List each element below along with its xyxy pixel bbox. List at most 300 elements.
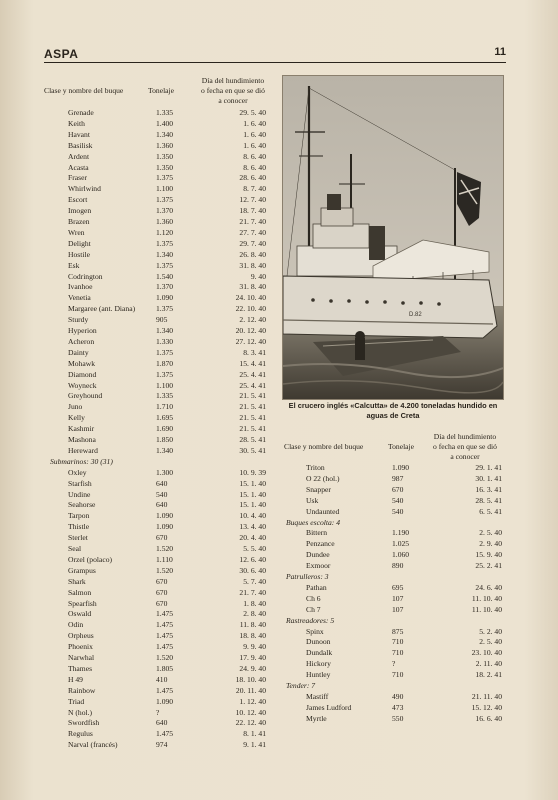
ship-name: Starfish — [68, 478, 92, 488]
tonnage: 1.400 — [156, 118, 174, 128]
ship-name: Escort — [68, 195, 88, 205]
tonnage: 1.375 — [156, 347, 174, 357]
sinking-date: 28. 5. 41 — [475, 495, 502, 505]
sinking-date: 28. 5. 41 — [239, 435, 266, 444]
sinking-date: 20. 11. 40 — [235, 685, 266, 695]
table-row — [44, 380, 274, 391]
tonnage: 710 — [392, 648, 404, 658]
table-row — [44, 489, 274, 500]
tonnage: 1.695 — [156, 413, 174, 423]
sinking-date: 25. 4. 41 — [239, 369, 266, 379]
table-row — [284, 669, 506, 680]
tonnage: 1.190 — [392, 528, 410, 538]
ship-name: Mashona — [68, 435, 96, 444]
tonnage: 1.025 — [392, 539, 410, 549]
sinking-date: 21. 11. 40 — [471, 691, 502, 701]
ship-name: O 22 (hol.) — [306, 473, 340, 483]
ship-name: Dunoon — [306, 637, 331, 647]
tonnage: 1.340 — [156, 129, 174, 139]
ship-name: Diamond — [68, 369, 97, 379]
table-row — [44, 521, 274, 532]
table-row — [44, 238, 274, 249]
table-row — [284, 702, 506, 713]
tonnage: 974 — [156, 740, 168, 750]
table-row — [284, 527, 506, 538]
sinking-date: 31. 8. 40 — [239, 282, 266, 292]
sinking-date: 22. 10. 40 — [235, 304, 266, 314]
table-row — [284, 506, 506, 517]
header-tonnage: Tonelaje — [148, 86, 175, 95]
table-row — [44, 172, 274, 183]
sinking-date: 21. 5. 41 — [239, 402, 266, 412]
tonnage: 1.370 — [156, 206, 174, 216]
sinking-date: 5. 7. 40 — [243, 576, 266, 586]
ship-name: Codrington — [68, 271, 103, 281]
table-row — [44, 739, 274, 750]
sinking-date: 2. 8. 40 — [243, 609, 266, 619]
section-label: Tender: 7 — [286, 681, 316, 690]
ship-name: Greyhound — [68, 391, 103, 401]
sinking-date: 30. 5. 41 — [239, 445, 266, 455]
sinking-date: 1. 12. 40 — [239, 696, 266, 706]
table-row — [44, 619, 274, 630]
tonnage: 710 — [392, 637, 404, 647]
ship-name: Myrtle — [306, 713, 327, 723]
sinking-date: 15. 12. 40 — [471, 702, 502, 712]
sinking-date: 18. 7. 40 — [239, 206, 266, 216]
table-row — [284, 593, 506, 604]
tonnage: 1.090 — [156, 696, 174, 706]
sinking-date: 21. 7. 40 — [239, 217, 266, 226]
right-ship-table — [284, 462, 506, 722]
table-row — [284, 691, 506, 702]
table-row — [284, 604, 506, 615]
tonnage: 905 — [156, 315, 168, 325]
table-row — [44, 467, 274, 478]
table-row — [44, 303, 274, 314]
table-row — [44, 554, 274, 565]
table-row — [44, 194, 274, 205]
cruiser-calcutta-image — [283, 76, 503, 399]
tonnage: 1.475 — [156, 729, 174, 739]
ship-name: Esk — [68, 260, 80, 270]
ship-name: Shark — [68, 576, 86, 586]
tonnage: 1.805 — [156, 663, 174, 673]
table-row — [44, 717, 274, 728]
tonnage: 1.335 — [156, 391, 174, 401]
sinking-date: 21. 5. 41 — [239, 391, 266, 401]
ship-name: Orpheus — [68, 631, 94, 641]
sinking-date: 5. 5. 40 — [243, 544, 266, 553]
tonnage: 540 — [392, 506, 404, 516]
table-row — [44, 587, 274, 598]
tonnage: 550 — [392, 713, 404, 723]
ship-name: Margaree (ant. Diana) — [68, 304, 136, 314]
table-row — [44, 271, 274, 282]
section-label: Patrulleros: 3 — [286, 572, 329, 581]
sinking-date: 5. 2. 40 — [479, 626, 502, 636]
sinking-date: 9. 9. 40 — [243, 642, 266, 652]
table-row — [284, 473, 506, 484]
header-date-line3: a conocer — [450, 452, 480, 461]
left-ship-table — [44, 107, 274, 750]
tonnage: 1.300 — [156, 467, 174, 477]
table-row — [44, 510, 274, 521]
sinking-date: 6. 5. 41 — [479, 506, 502, 516]
tonnage: 1.090 — [156, 293, 174, 303]
section-heading — [284, 517, 506, 528]
sinking-date: 24. 10. 40 — [235, 293, 266, 303]
table-row — [44, 423, 274, 434]
tonnage: 1.375 — [156, 369, 174, 379]
tonnage: 1.690 — [156, 424, 174, 434]
table-row — [44, 576, 274, 587]
tonnage: 1.340 — [156, 326, 174, 335]
section-heading — [284, 615, 506, 626]
table-row — [44, 140, 274, 151]
table-row — [44, 227, 274, 238]
ship-name: Ch 7 — [306, 604, 321, 614]
sinking-date: 29. 7. 40 — [239, 238, 266, 248]
sinking-date: 1. 6. 40 — [243, 129, 266, 139]
ship-name: Penzance — [306, 539, 335, 549]
table-row — [44, 445, 274, 456]
tonnage: 670 — [156, 533, 168, 543]
ship-name: Dainty — [68, 347, 89, 357]
ship-name: Basilisk — [68, 140, 93, 150]
tonnage: 410 — [156, 674, 168, 684]
tonnage: 1.330 — [156, 336, 174, 346]
ship-name: Grenade — [68, 108, 94, 117]
ship-name: Orzel (polaco) — [68, 554, 113, 564]
ship-name: Keith — [68, 118, 85, 128]
sinking-date: 29. 5. 40 — [239, 108, 266, 117]
ship-name: Havant — [68, 129, 90, 139]
sinking-date: 8. 3. 41 — [243, 347, 266, 357]
tonnage: 875 — [392, 626, 404, 636]
header-tonnage: Tonelaje — [388, 442, 415, 451]
section-heading — [44, 456, 274, 467]
photo-caption: El crucero inglés «Calcutta» de 4.200 toneladas hundido en aguas de Creta — [288, 401, 498, 420]
ship-name: Tarpon — [68, 511, 90, 521]
sinking-date: 16. 6. 40 — [475, 713, 502, 723]
tonnage: ? — [392, 659, 396, 669]
table-row — [284, 462, 506, 473]
table-row — [44, 499, 274, 510]
tonnage: 1.375 — [156, 195, 174, 205]
tonnage: 987 — [392, 473, 404, 483]
ship-name: Ardent — [68, 151, 90, 161]
ship-photo — [282, 75, 504, 400]
tonnage: 473 — [392, 702, 404, 712]
ship-name: Ch 6 — [306, 593, 321, 603]
tonnage: 1.375 — [156, 260, 174, 270]
ship-name: Oxley — [68, 467, 87, 477]
page-header — [44, 46, 506, 63]
tonnage: 1.540 — [156, 271, 174, 281]
sinking-date: 10. 12. 40 — [235, 707, 266, 717]
ship-name: Wren — [68, 227, 85, 237]
sinking-date: 21. 5. 41 — [239, 424, 266, 434]
section-label: Buques escolta: 4 — [286, 517, 340, 527]
table-row — [44, 118, 274, 129]
table-row — [44, 162, 274, 173]
tonnage: 1.520 — [156, 565, 174, 575]
header-date-line3: a conocer — [218, 96, 248, 105]
ship-name: Seal — [68, 544, 82, 553]
sinking-date: 18. 2. 41 — [475, 670, 502, 680]
sinking-date: 9. 1. 41 — [243, 740, 266, 750]
ship-name: Seahorse — [68, 500, 96, 510]
tonnage: 640 — [156, 478, 168, 488]
tonnage: 1.335 — [156, 108, 174, 117]
tonnage: 107 — [392, 604, 404, 614]
ship-name: Venetia — [68, 293, 91, 303]
table-row — [44, 608, 274, 619]
left-table-header — [44, 76, 274, 110]
ship-name: Brazen — [68, 217, 90, 226]
sinking-date: 11. 10. 40 — [471, 593, 502, 603]
tonnage: 1.360 — [156, 140, 174, 150]
table-row — [44, 183, 274, 194]
tonnage: 1.475 — [156, 685, 174, 695]
ship-name: Ivanhoe — [68, 282, 93, 292]
ship-name: Sturdy — [68, 315, 89, 325]
table-row — [44, 260, 274, 271]
ship-name: Oswald — [68, 609, 92, 619]
ship-name: Acheron — [68, 336, 95, 346]
sinking-date: 15. 1. 40 — [239, 500, 266, 510]
tonnage: 1.350 — [156, 151, 174, 161]
tonnage: 1.375 — [156, 173, 174, 183]
sinking-date: 28. 6. 40 — [239, 173, 266, 183]
table-row — [44, 412, 274, 423]
sinking-date: 1. 8. 40 — [243, 598, 266, 608]
ship-name: Exmoor — [306, 561, 331, 571]
sinking-date: 10. 9. 39 — [239, 467, 266, 477]
tonnage: 540 — [156, 489, 168, 499]
ship-name: Mohawk — [68, 358, 95, 368]
magazine-title: ASPA — [44, 47, 79, 61]
ship-name: Dundee — [306, 550, 330, 560]
section-heading — [284, 680, 506, 691]
ship-name: Fraser — [68, 173, 87, 183]
sinking-date: 22. 12. 40 — [235, 718, 266, 728]
tonnage: 1.475 — [156, 631, 174, 641]
tonnage: 1.100 — [156, 380, 174, 390]
table-row — [44, 598, 274, 609]
tonnage: 107 — [392, 593, 404, 603]
tonnage: 1.870 — [156, 358, 174, 368]
ship-name: Spinx — [306, 626, 324, 636]
table-row — [44, 292, 274, 303]
sinking-date: 15. 9. 40 — [475, 550, 502, 560]
sinking-date: 20. 4. 40 — [239, 533, 266, 543]
sinking-date: 23. 10. 40 — [471, 648, 502, 658]
ship-name: Snapper — [306, 484, 331, 494]
sinking-date: 24. 6. 40 — [475, 582, 502, 592]
sinking-date: 29. 1. 41 — [475, 463, 502, 472]
sinking-date: 12. 7. 40 — [239, 195, 266, 205]
ship-name: H 49 — [68, 674, 83, 684]
table-row — [44, 434, 274, 445]
ship-name: Hyperion — [68, 326, 97, 335]
table-row — [284, 560, 506, 571]
ship-name: James Ludford — [306, 702, 352, 712]
sinking-date: 1. 6. 40 — [243, 140, 266, 150]
ship-name: Thames — [68, 663, 93, 673]
table-row — [284, 647, 506, 658]
ship-name: Woyneck — [68, 380, 97, 390]
table-row — [284, 713, 506, 724]
table-row — [44, 205, 274, 216]
table-row — [44, 674, 274, 685]
table-row — [44, 543, 274, 554]
ship-name: Narwhal — [68, 653, 95, 662]
ship-name: Narval (francés) — [68, 740, 118, 750]
ship-name: N (hol.) — [68, 707, 93, 717]
table-row — [44, 347, 274, 358]
table-row — [44, 216, 274, 227]
sinking-date: 2. 12. 40 — [239, 315, 266, 325]
ship-name: Usk — [306, 495, 319, 505]
ship-name: Triad — [68, 696, 85, 706]
header-class-name: Clase y nombre del buque — [284, 442, 364, 451]
ship-name: Kelly — [68, 413, 85, 423]
tonnage: 1.090 — [392, 463, 410, 472]
table-row — [44, 151, 274, 162]
sinking-date: 10. 4. 40 — [239, 511, 266, 521]
sinking-date: 21. 5. 41 — [239, 413, 266, 423]
tonnage: 640 — [156, 500, 168, 510]
table-row — [44, 358, 274, 369]
table-row — [44, 641, 274, 652]
sinking-date: 30. 1. 41 — [475, 473, 502, 483]
sinking-date: 1. 6. 40 — [243, 118, 266, 128]
sinking-date: 31. 8. 40 — [239, 260, 266, 270]
ship-name: Grampus — [68, 565, 96, 575]
ship-name: Hickory — [306, 659, 331, 669]
tonnage: 1.100 — [156, 184, 174, 194]
tonnage: 1.520 — [156, 544, 174, 553]
tonnage: 1.475 — [156, 642, 174, 652]
sinking-date: 15. 4. 41 — [239, 358, 266, 368]
table-row — [44, 107, 274, 118]
ship-name: Juno — [68, 402, 83, 412]
ship-name: Bittern — [306, 528, 328, 538]
sinking-date: 15. 1. 40 — [239, 478, 266, 488]
tonnage: 1.090 — [156, 511, 174, 521]
tonnage: 1.370 — [156, 282, 174, 292]
sinking-date: 21. 7. 40 — [239, 587, 266, 597]
sinking-date: 15. 1. 40 — [239, 489, 266, 499]
table-row — [44, 369, 274, 380]
tonnage: 640 — [156, 718, 168, 728]
table-row — [44, 696, 274, 707]
sinking-date: 20. 12. 40 — [235, 326, 266, 335]
sinking-date: 30. 6. 40 — [239, 565, 266, 575]
ship-name: Hereward — [68, 445, 98, 455]
table-row — [284, 658, 506, 669]
table-row — [44, 478, 274, 489]
table-row — [284, 636, 506, 647]
tonnage: 1.340 — [156, 249, 174, 259]
table-row — [44, 281, 274, 292]
table-row — [284, 495, 506, 506]
sinking-date: 9. 40 — [250, 271, 266, 281]
ship-name: Salmon — [68, 587, 92, 597]
sinking-date: 11. 10. 40 — [471, 604, 502, 614]
sinking-date: 18. 10. 40 — [235, 674, 266, 684]
sinking-date: 16. 3. 41 — [475, 484, 502, 494]
sinking-date: 8. 6. 40 — [243, 151, 266, 161]
ship-name: Pathan — [306, 582, 327, 592]
sinking-date: 27. 12. 40 — [235, 336, 266, 346]
tonnage: 1.090 — [156, 522, 174, 532]
sinking-date: 25. 2. 41 — [475, 561, 502, 571]
tonnage: 1.120 — [156, 227, 174, 237]
table-row — [284, 582, 506, 593]
sinking-date: 18. 8. 40 — [239, 631, 266, 641]
table-row — [44, 652, 274, 663]
ship-name: Delight — [68, 238, 91, 248]
ship-name: Odin — [68, 620, 84, 630]
table-row — [44, 532, 274, 543]
tonnage: 1.360 — [156, 217, 174, 226]
ship-name: Mastiff — [306, 691, 329, 701]
table-row — [44, 663, 274, 674]
sinking-date: 13. 4. 40 — [239, 522, 266, 532]
sinking-date: 2. 9. 40 — [479, 539, 502, 549]
table-row — [44, 390, 274, 401]
table-row — [284, 538, 506, 549]
table-row — [44, 630, 274, 641]
sinking-date: 24. 9. 40 — [239, 663, 266, 673]
tonnage: 670 — [156, 587, 168, 597]
ship-name: Thistle — [68, 522, 90, 532]
sinking-date: 11. 8. 40 — [239, 620, 266, 630]
tonnage: 1.110 — [156, 554, 173, 564]
tonnage: 540 — [392, 495, 404, 505]
table-row — [284, 549, 506, 560]
tonnage: 670 — [392, 484, 404, 494]
sinking-date: 25. 4. 41 — [239, 380, 266, 390]
ship-name: Huntley — [306, 670, 331, 680]
ship-name: Spearfish — [68, 598, 97, 608]
sinking-date: 2. 5. 40 — [479, 528, 502, 538]
tonnage: 1.520 — [156, 653, 174, 662]
table-row — [44, 314, 274, 325]
tonnage: 710 — [392, 670, 404, 680]
ship-name: Imogen — [68, 206, 92, 216]
sinking-date: 2. 11. 40 — [475, 659, 502, 669]
header-date-line2: o fecha en que se dió — [433, 442, 497, 451]
tonnage: 1.060 — [392, 550, 410, 560]
table-row — [284, 484, 506, 495]
tonnage: ? — [156, 707, 160, 717]
sinking-date: 27. 7. 40 — [239, 227, 266, 237]
tonnage: 1.340 — [156, 445, 174, 455]
header-date-line1: Día del hundimiento — [433, 432, 497, 441]
table-row — [44, 565, 274, 576]
section-label: Submarinos: 30 (31) — [50, 456, 113, 466]
ship-name: Sterlet — [68, 533, 88, 543]
ship-name: Rainbow — [68, 685, 96, 695]
hull-marking: D.82 — [409, 312, 422, 318]
table-row — [284, 626, 506, 637]
ship-name: Acasta — [68, 162, 89, 172]
tonnage: 1.475 — [156, 609, 174, 619]
